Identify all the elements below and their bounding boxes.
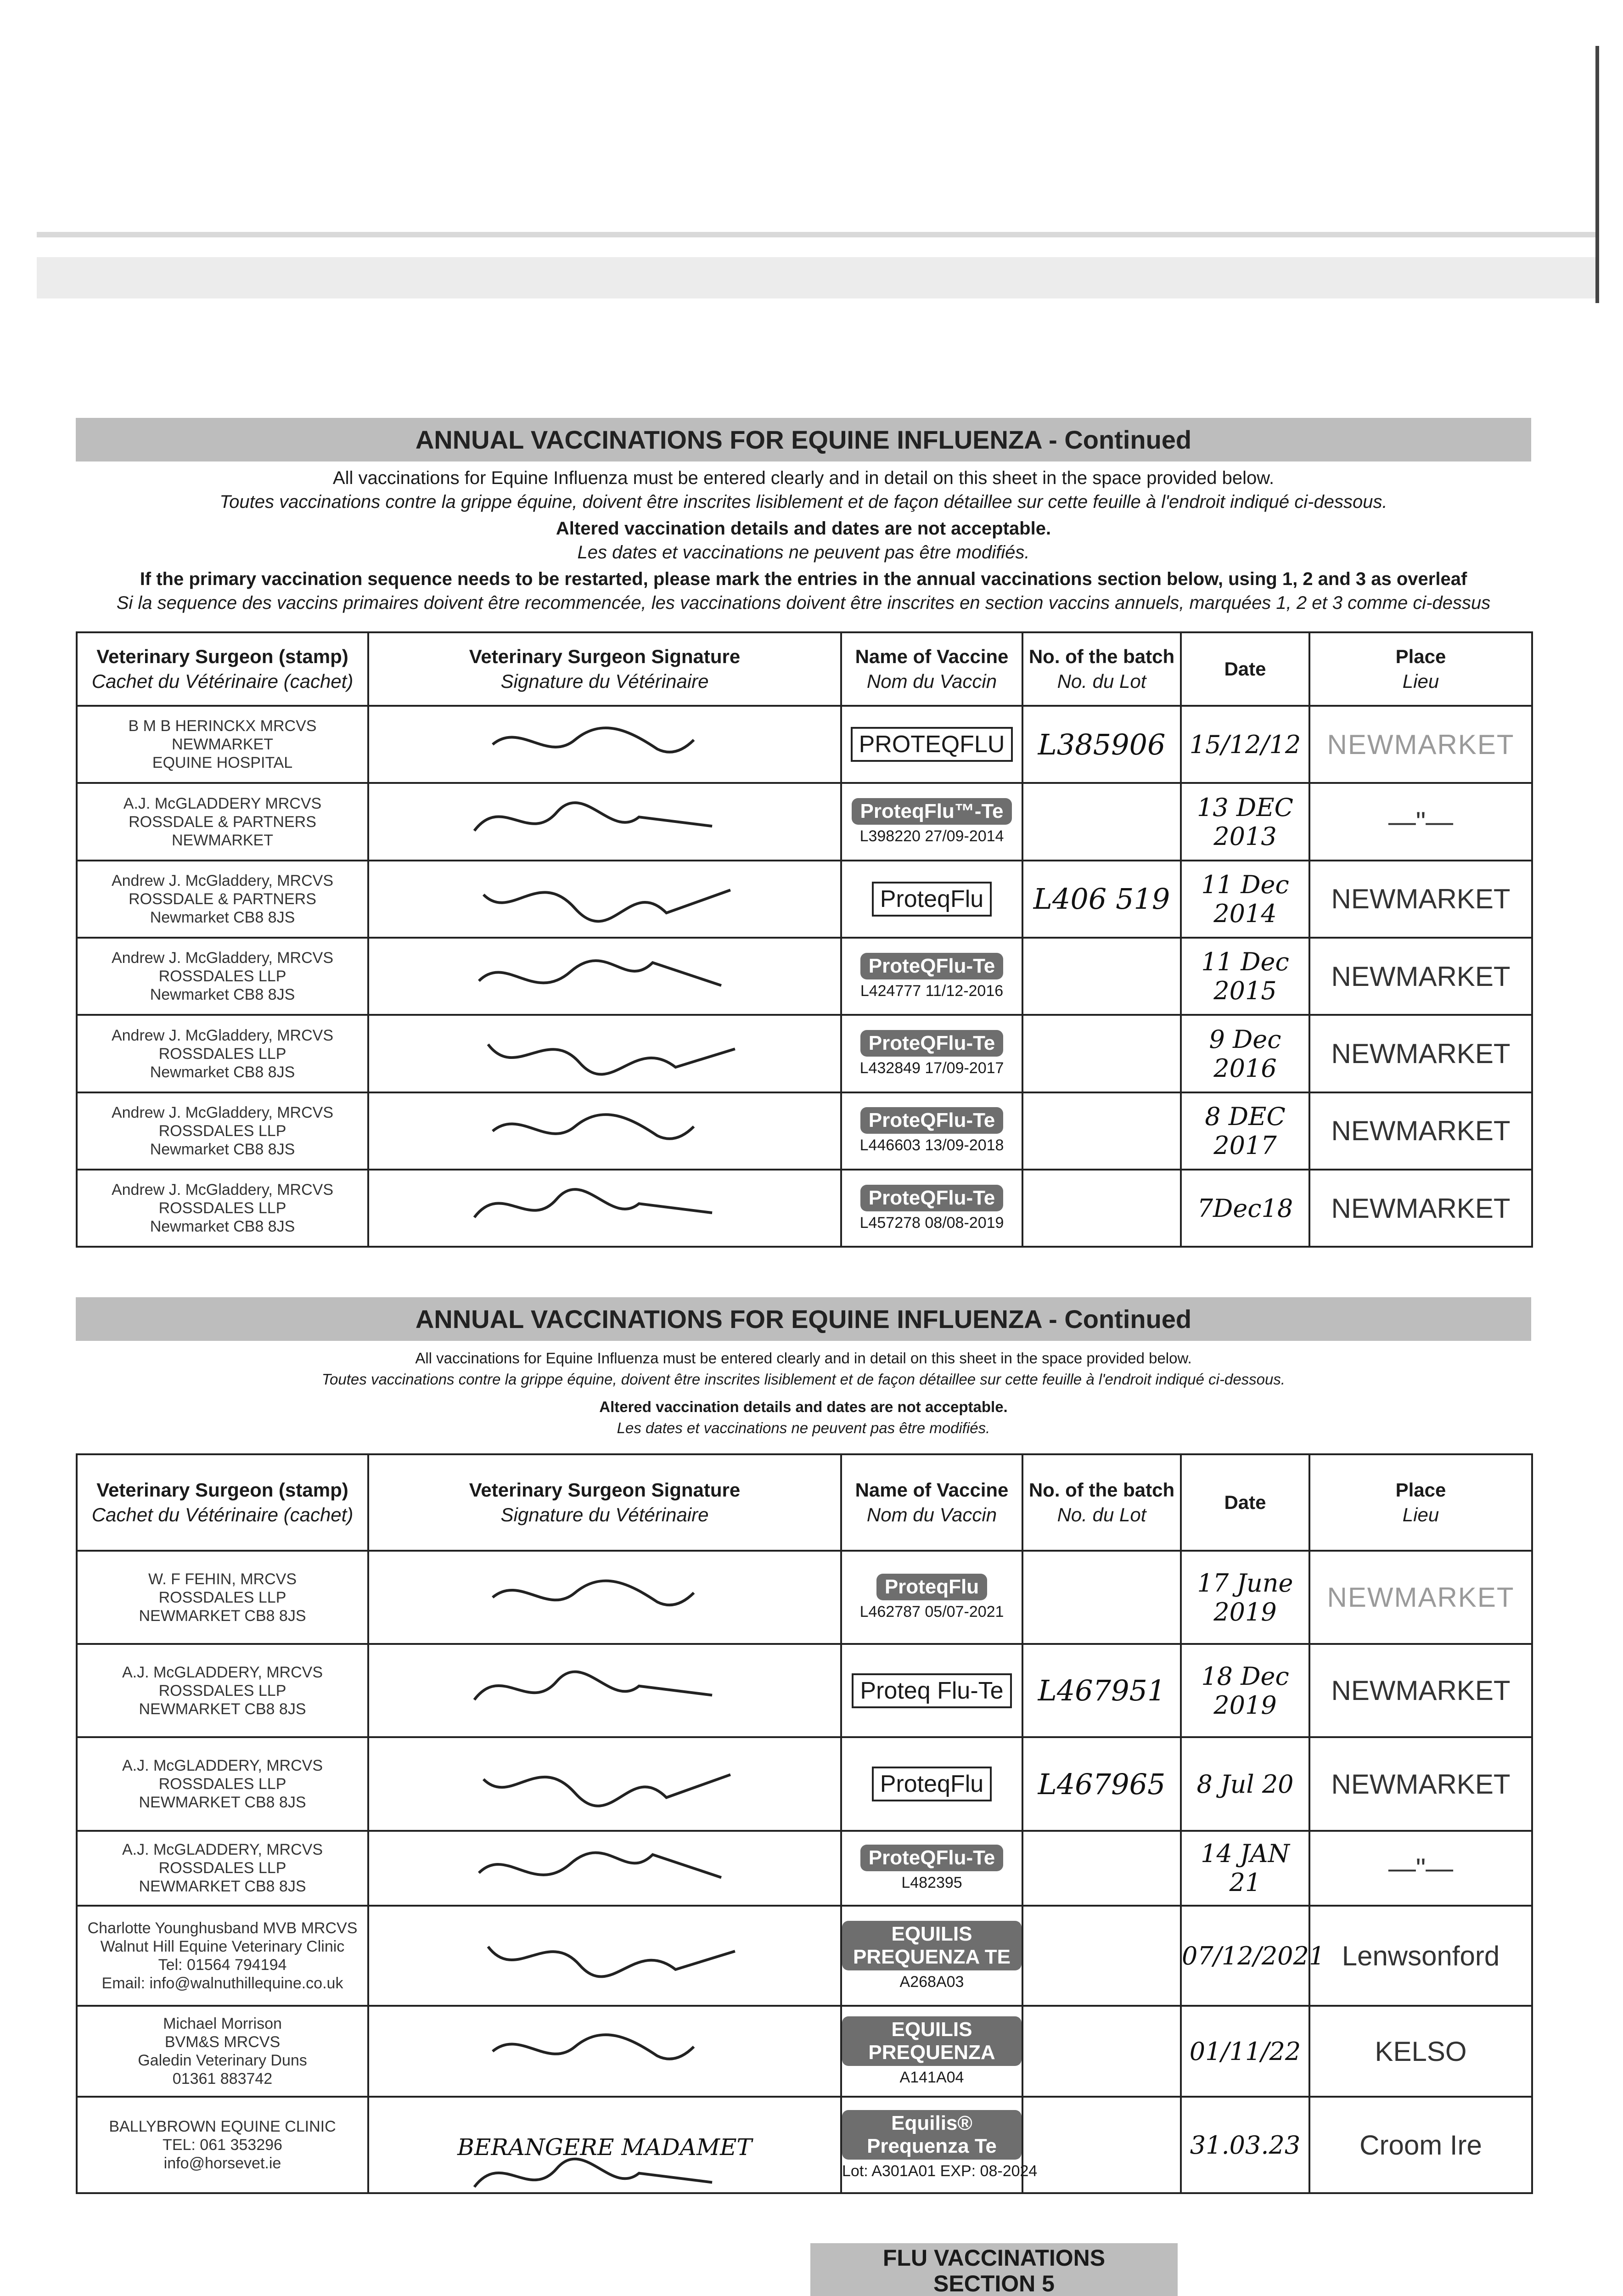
stamp-line: ROSSDALES LLP [158, 1199, 286, 1217]
section1-intro-en: All vaccinations for Equine Influenza must be entered clearly and in detail on this sheet in the space provided below. [332, 468, 1275, 488]
stamp-cell [77, 938, 368, 1015]
stamp-cell [77, 1170, 368, 1247]
table-row [77, 1551, 1532, 1644]
vaccine-lot: A141A04 [899, 2068, 964, 2086]
stamp-line: Michael Morrison [163, 2015, 282, 2033]
stamp-cell [77, 706, 368, 783]
col-vaccine: Name of Vaccine Nom du Vaccin [841, 632, 1022, 706]
vaccine-cell [841, 2006, 1022, 2097]
batch-cell [1022, 1551, 1181, 1644]
vet-stamp [78, 793, 367, 851]
date-cell: 15/12/12 [1181, 706, 1309, 783]
stamp-line: A.J. McGLADDERY MRCVS [123, 794, 322, 812]
handwritten-signature [369, 707, 840, 782]
batch-cell: L467951 [1022, 1644, 1181, 1737]
table-header [77, 632, 1532, 706]
vaccine-lot: L457278 08/08-2019 [859, 1214, 1004, 1232]
vaccine-cell [841, 1644, 1022, 1737]
vaccine-label: EQUILIS PREQUENZA [842, 2016, 1022, 2066]
vaccine-label: Proteq Flu-Te [852, 1673, 1011, 1708]
table-row [77, 2006, 1532, 2097]
place-cell: NEWMARKET [1309, 1170, 1532, 1247]
stamp-line: ROSSDALE & PARTNERS [129, 890, 316, 908]
vet-stamp [78, 1661, 367, 1720]
place-cell: NEWMARKET [1309, 1015, 1532, 1092]
vaccine-lot: L432849 17/09-2017 [859, 1059, 1004, 1077]
signature-stroke [493, 1114, 694, 1139]
stamp-line: NEWMARKET [172, 736, 273, 754]
date-cell: 07/12/2021 [1181, 1906, 1309, 2006]
col-stamp: Veterinary Surgeon (stamp) Cachet du Vétérinaire (cachet) [77, 632, 368, 706]
vaccination-table-1 [76, 631, 1533, 1248]
handwritten-signature [369, 784, 840, 859]
section1-intro [76, 466, 1531, 615]
stamp-cell [77, 783, 368, 860]
vaccine-label: ProteqFlu [872, 882, 992, 917]
stamp-line: NEWMARKET CB8 8JS [139, 1878, 306, 1896]
signature-cell [368, 861, 841, 938]
handwritten-signature [369, 1907, 840, 2005]
stamp-cell [77, 1737, 368, 1830]
section2-altered-en: Altered vaccination details and dates are not acceptable. [599, 1398, 1008, 1415]
signature-stroke [488, 1045, 735, 1075]
footer-line1: FLU VACCINATIONS [882, 2245, 1106, 2271]
place-cell: —"— [1309, 1831, 1532, 1906]
col-signature: Veterinary Surgeon Signature Signature du Vétérinaire [368, 632, 841, 706]
vet-stamp [78, 1839, 367, 1897]
stamp-line: TEL: 061 353296 [163, 2136, 282, 2154]
signature-cell [368, 1831, 841, 1906]
place-cell: NEWMARKET [1309, 1644, 1532, 1737]
signature-stroke [479, 961, 721, 985]
vet-stamp [78, 1755, 367, 1813]
stamp-line: Andrew J. McGladdery, MRCVS [111, 1026, 334, 1044]
stamp-line: Andrew J. McGladdery, MRCVS [111, 949, 334, 967]
section1-restart-en: If the primary vaccination sequence needs to be restarted, please mark the entries in the annual vaccinations section below, using 1, 2 and 3 as overleaf [140, 569, 1467, 589]
batch-cell [1022, 1906, 1181, 2006]
stamp-line: Email: info@walnuthillequine.co.uk [101, 1975, 343, 1992]
table-row [77, 861, 1532, 938]
vet-stamp [78, 1568, 367, 1627]
col-date: Date [1181, 1454, 1309, 1551]
vaccine-label: ProteqFlu [876, 1574, 987, 1600]
signature-stroke [474, 803, 712, 831]
handwritten-signature [369, 1016, 840, 1091]
place-cell: —"— [1309, 783, 1532, 860]
vaccine-label: ProteQFlu-Te [860, 953, 1003, 979]
stamp-cell [77, 2097, 368, 2193]
stamp-line: EQUINE HOSPITAL [152, 754, 293, 772]
signature-name: BERANGERE MADAMET [457, 2134, 752, 2161]
vaccine-lot: L398220 27/09-2014 [859, 827, 1004, 845]
stamp-line: A.J. McGLADDERY, MRCVS [122, 1757, 323, 1775]
stamp-line: ROSSDALES LLP [158, 1682, 286, 1699]
stamp-line: Walnut Hill Equine Veterinary Clinic [100, 1938, 345, 1956]
stamp-line: Newmarket CB8 8JS [150, 1140, 295, 1158]
batch-cell: L385906 [1022, 706, 1181, 783]
date-cell: 8 DEC 2017 [1181, 1092, 1309, 1170]
stamp-cell [77, 1092, 368, 1170]
signature-cell [368, 1170, 841, 1247]
stamp-cell [77, 1906, 368, 2006]
vaccination-table-2 [76, 1453, 1533, 2194]
col-batch: No. of the batch No. du Lot [1022, 632, 1181, 706]
signature-cell [368, 2097, 841, 2193]
signature-cell [368, 2006, 841, 2097]
date-cell: 7Dec18 [1181, 1170, 1309, 1247]
stamp-line: 01361 883742 [172, 2070, 273, 2088]
stamp-line: Charlotte Younghusband MVB MRCVS [87, 1919, 358, 1937]
stamp-line: ROSSDALES LLP [158, 1775, 286, 1793]
vaccine-label: ProteqFlu™-Te [852, 798, 1011, 825]
place-cell: NEWMARKET [1309, 1092, 1532, 1170]
place-cell: KELSO [1309, 2006, 1532, 2097]
date-cell: 18 Dec 2019 [1181, 1644, 1309, 1737]
section1-restart-fr: Si la sequence des vaccins primaires doivent être recommencée, les vaccinations doivent être inscrites en section vaccins annuels, marquées 1, 2 et 3 comme ci-dessus [116, 593, 1491, 613]
stamp-line: A.J. McGLADDERY, MRCVS [122, 1663, 323, 1681]
col-place: Place Lieu [1309, 1454, 1532, 1551]
signature-stroke [493, 2035, 694, 2059]
section1-altered-en: Altered vaccination details and dates are not acceptable. [556, 518, 1051, 539]
table-row [77, 1644, 1532, 1737]
vaccine-cell [841, 1737, 1022, 1830]
stamp-line: NEWMARKET CB8 8JS [139, 1794, 306, 1812]
vaccine-lot: Lot: A301A01 EXP: 08-2024 [842, 2162, 1038, 2180]
table-row [77, 938, 1532, 1015]
handwritten-signature [369, 1832, 840, 1905]
signature-stroke [479, 1852, 721, 1877]
vaccine-label: ProteqFlu [872, 1767, 992, 1801]
stamp-line: B M B HERINCKX MRCVS [128, 717, 317, 735]
place-cell: Croom Ire [1309, 2097, 1532, 2193]
signature-cell [368, 1015, 841, 1092]
stamp-line: Andrew J. McGladdery, MRCVS [111, 1103, 334, 1121]
signature-stroke [474, 1672, 712, 1700]
batch-cell [1022, 1015, 1181, 1092]
vaccine-label: ProteQFlu-Te [860, 1845, 1003, 1871]
handwritten-signature [369, 1738, 840, 1829]
batch-cell: L406 519 [1022, 861, 1181, 938]
stamp-line: NEWMARKET CB8 8JS [139, 1607, 306, 1625]
vaccine-cell [841, 783, 1022, 860]
batch-cell [1022, 1831, 1181, 1906]
vaccine-cell [841, 938, 1022, 1015]
signature-stroke [483, 1775, 730, 1806]
vaccine-cell [841, 706, 1022, 783]
date-cell: 31.03.23 [1181, 2097, 1309, 2193]
batch-cell [1022, 1170, 1181, 1247]
vaccine-cell [841, 1906, 1022, 2006]
section1-intro-fr: Toutes vaccinations contre la grippe équine, doivent être inscrites lisiblement et de façon détaillee sur cette feuille à l'endroit indiqué ci-dessous. [219, 492, 1387, 512]
place-cell: NEWMARKET [1309, 938, 1532, 1015]
vet-stamp [78, 2013, 367, 2090]
batch-cell [1022, 2097, 1181, 2193]
stamp-line: BALLYBROWN EQUINE CLINIC [109, 2118, 336, 2136]
section2-intro [76, 1348, 1531, 1439]
handwritten-signature [369, 861, 840, 937]
signature-cell [368, 938, 841, 1015]
col-date: Date [1181, 632, 1309, 706]
vaccine-label: ProteQFlu-Te [860, 1185, 1003, 1211]
signature-cell [368, 1644, 841, 1737]
stamp-line: A.J. McGLADDERY, MRCVS [122, 1841, 323, 1859]
vaccine-cell [841, 1551, 1022, 1644]
signature-stroke [474, 2159, 712, 2187]
handwritten-signature [369, 1171, 840, 1246]
vaccine-lot: A268A03 [899, 1973, 964, 1991]
stamp-cell [77, 1831, 368, 1906]
stamp-line: Newmarket CB8 8JS [150, 1218, 295, 1236]
table-row [77, 783, 1532, 860]
stamp-line: Andrew J. McGladdery, MRCVS [111, 872, 334, 889]
vet-stamp [78, 947, 367, 1006]
scan-edge-right [1595, 46, 1599, 303]
col-stamp: Veterinary Surgeon (stamp) Cachet du Vétérinaire (cachet) [77, 1454, 368, 1551]
vet-stamp [78, 1024, 367, 1083]
stamp-line: ROSSDALES LLP [158, 1045, 286, 1063]
place-cell: NEWMARKET [1309, 1551, 1532, 1644]
vet-stamp [78, 715, 367, 774]
vet-stamp [78, 2116, 367, 2174]
table-row [77, 1906, 1532, 2006]
vaccine-lot: L424777 11/12-2016 [860, 982, 1004, 1000]
signature-cell [368, 706, 841, 783]
handwritten-signature [369, 939, 840, 1014]
date-cell: 17 June 2019 [1181, 1551, 1309, 1644]
scan-edge-shadow [37, 257, 1595, 298]
date-cell: 11 Dec 2014 [1181, 861, 1309, 938]
stamp-line: ROSSDALES LLP [158, 1859, 286, 1877]
place-cell: NEWMARKET [1309, 1737, 1532, 1830]
date-cell: 11 Dec 2015 [1181, 938, 1309, 1015]
handwritten-signature [369, 1645, 840, 1736]
vaccine-lot: L462787 05/07-2021 [859, 1603, 1004, 1621]
section2-intro-en: All vaccinations for Equine Influenza must be entered clearly and in detail on this sheet in the space provided below. [415, 1350, 1192, 1367]
signature-stroke [474, 1189, 712, 1217]
batch-cell [1022, 938, 1181, 1015]
batch-cell [1022, 783, 1181, 860]
date-cell: 9 Dec 2016 [1181, 1015, 1309, 1092]
table-1-body [77, 706, 1532, 1247]
vet-stamp [78, 1917, 367, 1994]
vaccine-label: PROTEQFLU [851, 727, 1013, 762]
vaccine-cell [841, 2097, 1038, 2193]
vet-stamp [78, 1102, 367, 1160]
handwritten-signature [369, 1093, 840, 1169]
vaccine-label: Equilis® Prequenza Te [842, 2110, 1022, 2160]
table-row [77, 1092, 1532, 1170]
col-signature: Veterinary Surgeon Signature Signature du Vétérinaire [368, 1454, 841, 1551]
place-cell: Lenwsonford [1309, 1906, 1532, 2006]
col-vaccine: Name of Vaccine Nom du Vaccin [841, 1454, 1022, 1551]
stamp-line: Newmarket CB8 8JS [150, 986, 295, 1004]
table-2-body [77, 1551, 1532, 2193]
vaccine-lot: L446603 13/09-2018 [859, 1137, 1004, 1154]
col-batch: No. of the batch No. du Lot [1022, 1454, 1181, 1551]
stamp-cell [77, 861, 368, 938]
date-cell: 8 Jul 20 [1181, 1737, 1309, 1830]
signature-stroke [483, 890, 730, 921]
date-cell: 13 DEC 2013 [1181, 783, 1309, 860]
vaccine-label: ProteQFlu-Te [860, 1107, 1003, 1134]
stamp-line: ROSSDALE & PARTNERS [129, 813, 316, 831]
vet-stamp [78, 870, 367, 929]
stamp-line: NEWMARKET [172, 831, 273, 849]
section2-intro-fr: Toutes vaccinations contre la grippe équine, doivent être inscrites lisiblement et de façon détaillee sur cette feuille à l'endroit indiqué ci-dessous. [321, 1371, 1286, 1388]
section2-altered-fr: Les dates et vaccinations ne peuvent pas être modifiés. [617, 1419, 990, 1436]
stamp-cell [77, 1551, 368, 1644]
section2-title: ANNUAL VACCINATIONS FOR EQUINE INFLUENZA - Continued [76, 1297, 1531, 1341]
table-row [77, 1015, 1532, 1092]
section1-title: ANNUAL VACCINATIONS FOR EQUINE INFLUENZA - Continued [76, 418, 1531, 461]
signature-cell [368, 1737, 841, 1830]
signature-cell [368, 1092, 841, 1170]
handwritten-signature [369, 2007, 840, 2096]
place-cell: NEWMARKET [1309, 861, 1532, 938]
stamp-line: Tel: 01564 794194 [158, 1956, 287, 1974]
vaccine-cell [841, 1015, 1022, 1092]
batch-cell: L467965 [1022, 1737, 1181, 1830]
vaccine-lot: L482395 [901, 1874, 962, 1891]
vaccine-label: EQUILIS PREQUENZA TE [842, 1921, 1022, 1970]
stamp-cell [77, 1015, 368, 1092]
signature-stroke [488, 1947, 735, 1976]
stamp-line: info@horsevet.ie [163, 2155, 281, 2172]
footer-line2: SECTION 5 [933, 2271, 1055, 2296]
vaccine-cell [841, 861, 1022, 938]
signature-cell [368, 783, 841, 860]
scan-edge-top [37, 232, 1595, 237]
section1-altered-fr: Les dates et vaccinations ne peuvent pas être modifiés. [577, 542, 1030, 563]
stamp-cell [77, 2006, 368, 2097]
stamp-line: NEWMARKET CB8 8JS [139, 1700, 306, 1718]
vaccine-label: ProteQFlu-Te [860, 1030, 1003, 1057]
table-row [77, 1170, 1532, 1247]
table-row [77, 1831, 1532, 1906]
stamp-line: Galedin Veterinary Duns [138, 2052, 307, 2070]
signature-cell [368, 1906, 841, 2006]
stamp-line: Newmarket CB8 8JS [150, 1063, 295, 1081]
vaccine-cell [841, 1092, 1022, 1170]
vaccine-cell [841, 1170, 1022, 1247]
table-row [77, 706, 1532, 783]
batch-cell [1022, 2006, 1181, 2097]
place-cell: NEWMARKET [1309, 706, 1532, 783]
handwritten-signature [369, 1552, 840, 1643]
stamp-line: ROSSDALES LLP [158, 1122, 286, 1140]
batch-cell [1022, 1092, 1181, 1170]
table-row [77, 1737, 1532, 1830]
vet-stamp [78, 1179, 367, 1238]
section-footer-tab [810, 2243, 1178, 2296]
signature-cell [368, 1551, 841, 1644]
stamp-cell [77, 1644, 368, 1737]
stamp-line: ROSSDALES LLP [158, 968, 286, 985]
vaccine-cell [841, 1831, 1022, 1906]
stamp-line: Andrew J. McGladdery, MRCVS [111, 1181, 334, 1199]
stamp-line: BVM&S MRCVS [164, 2033, 281, 2051]
table-row [77, 2097, 1532, 2193]
col-place: Place Lieu [1309, 632, 1532, 706]
stamp-line: W. F FEHIN, MRCVS [148, 1570, 297, 1588]
stamp-line: Newmarket CB8 8JS [150, 908, 295, 926]
table-header [77, 1454, 1532, 1551]
date-cell: 14 JAN 21 [1181, 1831, 1309, 1906]
date-cell: 01/11/22 [1181, 2006, 1309, 2097]
stamp-line: ROSSDALES LLP [158, 1588, 286, 1606]
signature-stroke [493, 728, 694, 752]
signature-stroke [493, 1581, 694, 1605]
